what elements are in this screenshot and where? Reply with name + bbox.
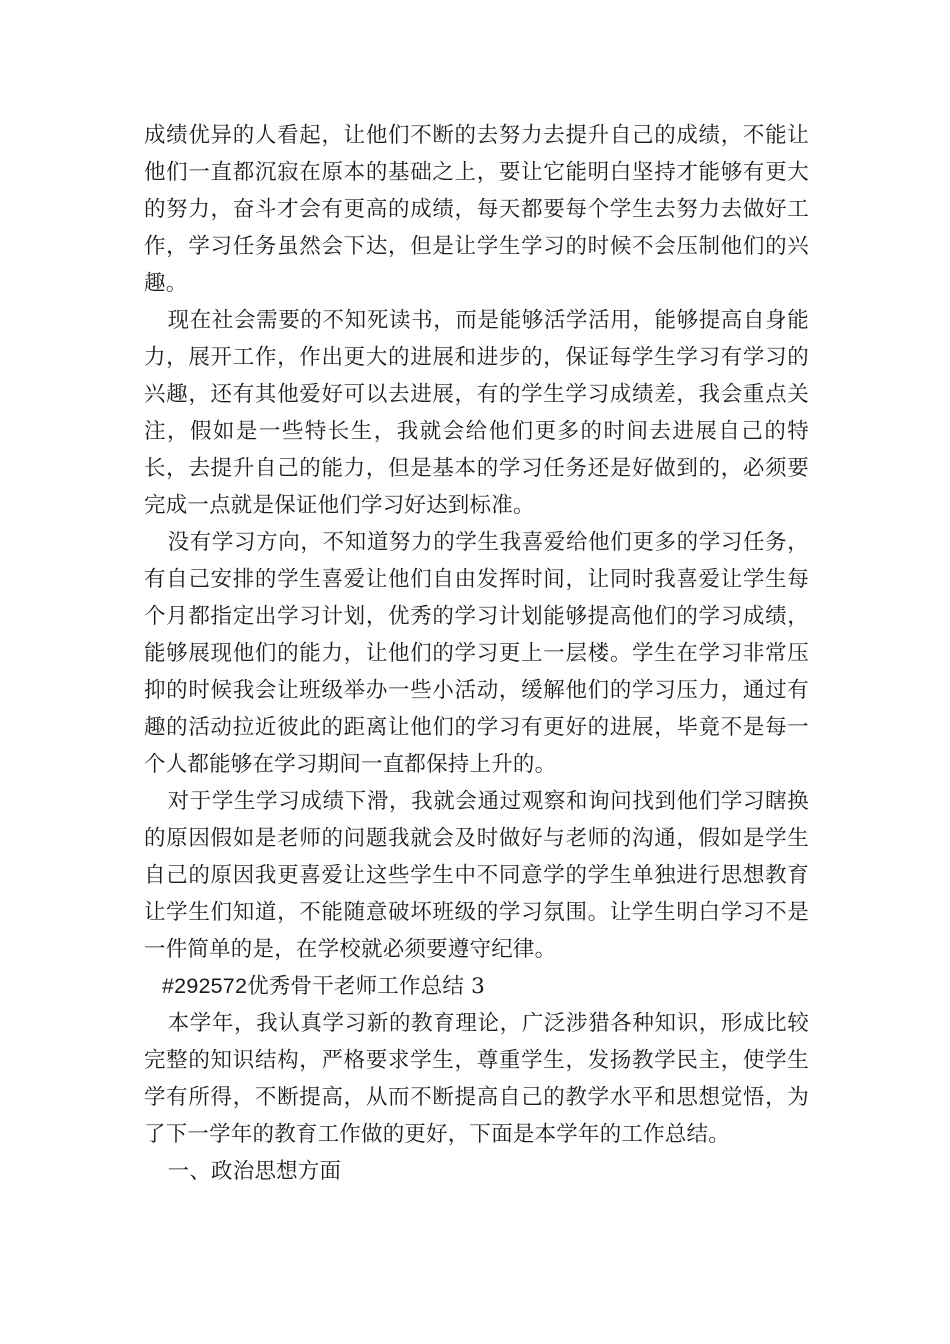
paragraph-1: 成绩优异的人看起，让他们不断的去努力去提升自己的成绩，不能让他们一直都沉寂在原本的基础之上，要让它能明白坚持才能够有更大的努力，奋斗才会有更高的成绩，每天都要每个学生去努力去做好工作，学习任务虽然会下达，但是让学生学习的时候不会压制他们的兴趣。 [144, 123, 809, 296]
paragraph-2: 现在社会需要的不知死读书，而是能够活学活用，能够提高自身能力，展开工作，作出更大的进展和进步的，保证每学生学习有学习的兴趣，还有其他爱好可以去进展，有的学生学习成绩差，我会重点关注，假如是一些特长生，我就会给他们更多的时间去进展自己的特长，去提升自己的能力，但是基本的学习任务还是好做到的，必须要完成一点就是保证他们学习好达到标准。 [144, 308, 809, 518]
subheading-politics: 一、政治思想方面 [167, 1159, 342, 1184]
paragraph-5: 本学年，我认真学习新的教育理论，广泛涉猎各种知识，形成比较完整的知识结构，严格要求学生，尊重学生，发扬教学民主，使学生学有所得，不断提高，从而不断提高自己的教学水平和思想觉悟，为了下一学年的教育工作做的更好，下面是本学年的工作总结。 [144, 1011, 809, 1147]
document-body [144, 117, 809, 1190]
paragraph-3: 没有学习方向，不知道努力的学生我喜爱给他们更多的学习任务，有自己安排的学生喜爱让他们自由发挥时间，让同时我喜爱让学生每个月都指定出学习计划，优秀的学习计划能够提高他们的学习成绩，能够展现他们的能力，让他们的学习更上一层楼。学生在学习非常压抑的时候我会让班级举办一些小活动，缓解他们的学习压力，通过有趣的活动拉近彼此的距离让他们的学习有更好的进展，毕竟不是每一个人都能够在学习期间一直都保持上升的。 [144, 530, 809, 777]
paragraph-4: 对于学生学习成绩下滑，我就会通过观察和询问找到他们学习瞎换的原因假如是老师的问题我就会及时做好与老师的沟通，假如是学生自己的原因我更喜爱让这些学生中不同意学的学生单独进行思想教育让学生们知道，不能随意破坏班级的学习氛围。让学生明白学习不是一件简单的是，在学校就必须要遵守纪律。 [144, 789, 809, 962]
section-heading-id: #292572 [162, 974, 248, 998]
section-heading [144, 968, 809, 1005]
section-heading-text: 优秀骨干老师工作总结 3 [247, 974, 486, 999]
